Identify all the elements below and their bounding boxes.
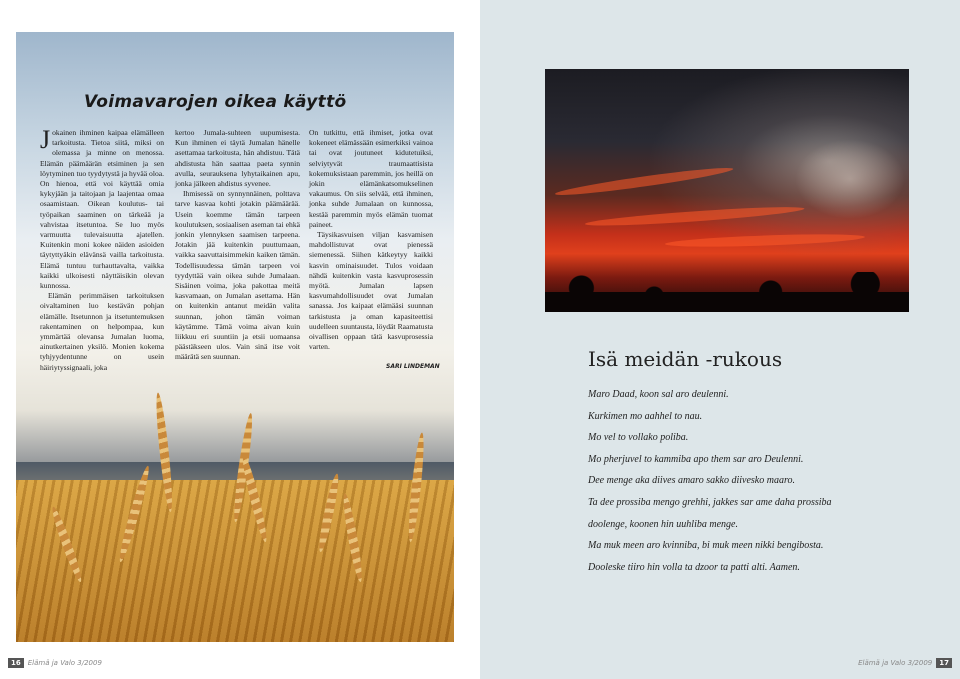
article-title: Voimavarojen oikea käyttö (84, 92, 347, 112)
page-number-right: 17 (936, 658, 952, 668)
prayer-line: doolenge, koonen hin uuhliba menge. (588, 518, 738, 530)
footer-left (4, 658, 102, 668)
prayer-line: Dooleske tiiro hin volla ta dzoor ta patti alti. Aamen. (588, 561, 800, 573)
page-number-left: 16 (8, 658, 24, 668)
col3-paragraph-1: On tutkittu, että ihmiset, jotka ovat kokeneet elämässään esimerkiksi vainoa tai ovat joutuneet kidutetuiksi, selviytyvät traumaattisista kokemuksistaan paremmin, jos heillä on jokin elämänkatsomukselinen vakaumus. On siis selvää, että ihminen, jonka suhde Jumalaan on kunnossa, kestää paremmin myös elämän tuomat paineet. (309, 128, 433, 229)
footer-magazine-right: Elämä ja Valo 3/2009 (858, 659, 933, 667)
article-column-3 (309, 128, 433, 352)
col2-paragraph-2: Ihmisessä on synnynnäinen, polttava tarve kasvaa kohti jotakin päämäärää. Usein koemme tämän tarpeen koulutuksen, sosiaalisen aseman tai ehkä jonkin ylennyksen saamisen tarpeena. Jotakin jää kuitenkin puuttumaan, vaikka saavuttaisimmekin kaiken tämän. Todellisuudessa tämän tarpeen voi tyydyttää vain oikea suhde Jumalaan. Sisäinen voima, joka pakottaa meitä kasvamaan, on Jumalan asettama. Hän on kuitenkin antanut meidän valita suunnan, johon tämän voiman käytämme. Tämä voima aivan kuin liikkuu eri suuntiin ja etsii uomaansa päästäkseen ulos. Vain sinä itse voit määrätä sen suunnan. (175, 189, 300, 362)
prayer-line: Ma muk meen aro kvinniba, bi muk meen nikki bengibosta. (588, 540, 824, 552)
prayer-title: Isä meidän -rukous (588, 347, 783, 371)
col2-paragraph-1: kertoo Jumala-suhteen uupumisesta. Kun ihminen ei täytä Jumalan hänelle asettamaa tarkoitusta, hän ahdistuu. Tätä ahdistusta hän saattaa paeta synnin avulla, seurauksena lyhytaikainen apu, jonka jälkeen ahdistus syvenee. (175, 128, 300, 189)
footer-right (858, 658, 956, 668)
prayer-line: Kurkimen mo aahhel to nau. (588, 410, 703, 422)
col1-paragraph-2: Elämän perimmäisen tarkoituksen oivaltaminen luo kestävän pohjan elämälle. Itsetunnon ja itsetuntemuksen rakentaminen on helpompaa, kun ymmärtää olevansa Jumalan luoma, ainutkertainen yksilö. Monien kokema tyhjyydentunne on usein häiriytyssignaali, joka (40, 291, 164, 372)
prayer-line: Mo vel to vollako poliba. (588, 432, 689, 444)
footer-magazine-left: Elämä ja Valo 3/2009 (27, 659, 102, 667)
drop-cap: J (40, 125, 51, 154)
col3-paragraph-2: Täysikasvuisen viljan kasvamisen mahdollistuvat ovat pienessä siemenessä. Siihen kätkeytyy kaikki kasvin ominaisuudet. Tulos voidaan nähdä kuitenkin vasta kasvuprosessin myötä. Jumalan lapsen kasvumahdollisuudet ovat Jumalan sanassa. Jos kaipaat elämääsi suunnan tarkistusta ja oman kapasiteettisi uudelleen suuntausta, löydät Raamatusta oivallisen oppaan tätä kasvuprosessia varten. (309, 230, 433, 352)
article-author: SARI LINDEMAN (386, 363, 440, 370)
crucifixion-photo (545, 69, 909, 312)
prayer-line: Maro Daad, koon sal aro deulenni. (588, 389, 729, 400)
prayer-line: Ta dee prossiba mengo grehhi, jakkes sar ame daha prossiba (588, 496, 832, 508)
article-column-2 (175, 128, 300, 363)
prayer-line: Mo pherjuvel to kammiba apo them sar aro Deulenni. (588, 453, 804, 465)
prayer-text (588, 389, 928, 583)
prayer-line: Dee menge aka diives amaro sakko diivesko maaro. (588, 475, 795, 487)
col1-paragraph-1: Jokainen ihminen kaipaa elämälleen tarkoitusta. Tietoa siitä, miksi on olemassa ja minne on menossa. Elämän päämäärän etsiminen ja sen löytyminen tuo tyydytystä ja hyvää oloa. On hienoa, että voi käyttää omia kykyjään ja taitojaan ja laajentaa omaa osaamistaan. Oikean koulutus- tai työpaikan saaminen on tärkeää ja vahvistaa itsetuntoa. Se luo myös varmuutta tulevaisuutta ajatellen. Kuitenkin moni kokee näiden asioiden täytyttyäkin elävänsä vailla tarkoitusta. Elämä tuntuu turhauttavalta, vaikka kaikki ulkoisesti näyttäisikin olevan kunnossa. (40, 125, 165, 291)
article-column-1 (40, 125, 165, 373)
